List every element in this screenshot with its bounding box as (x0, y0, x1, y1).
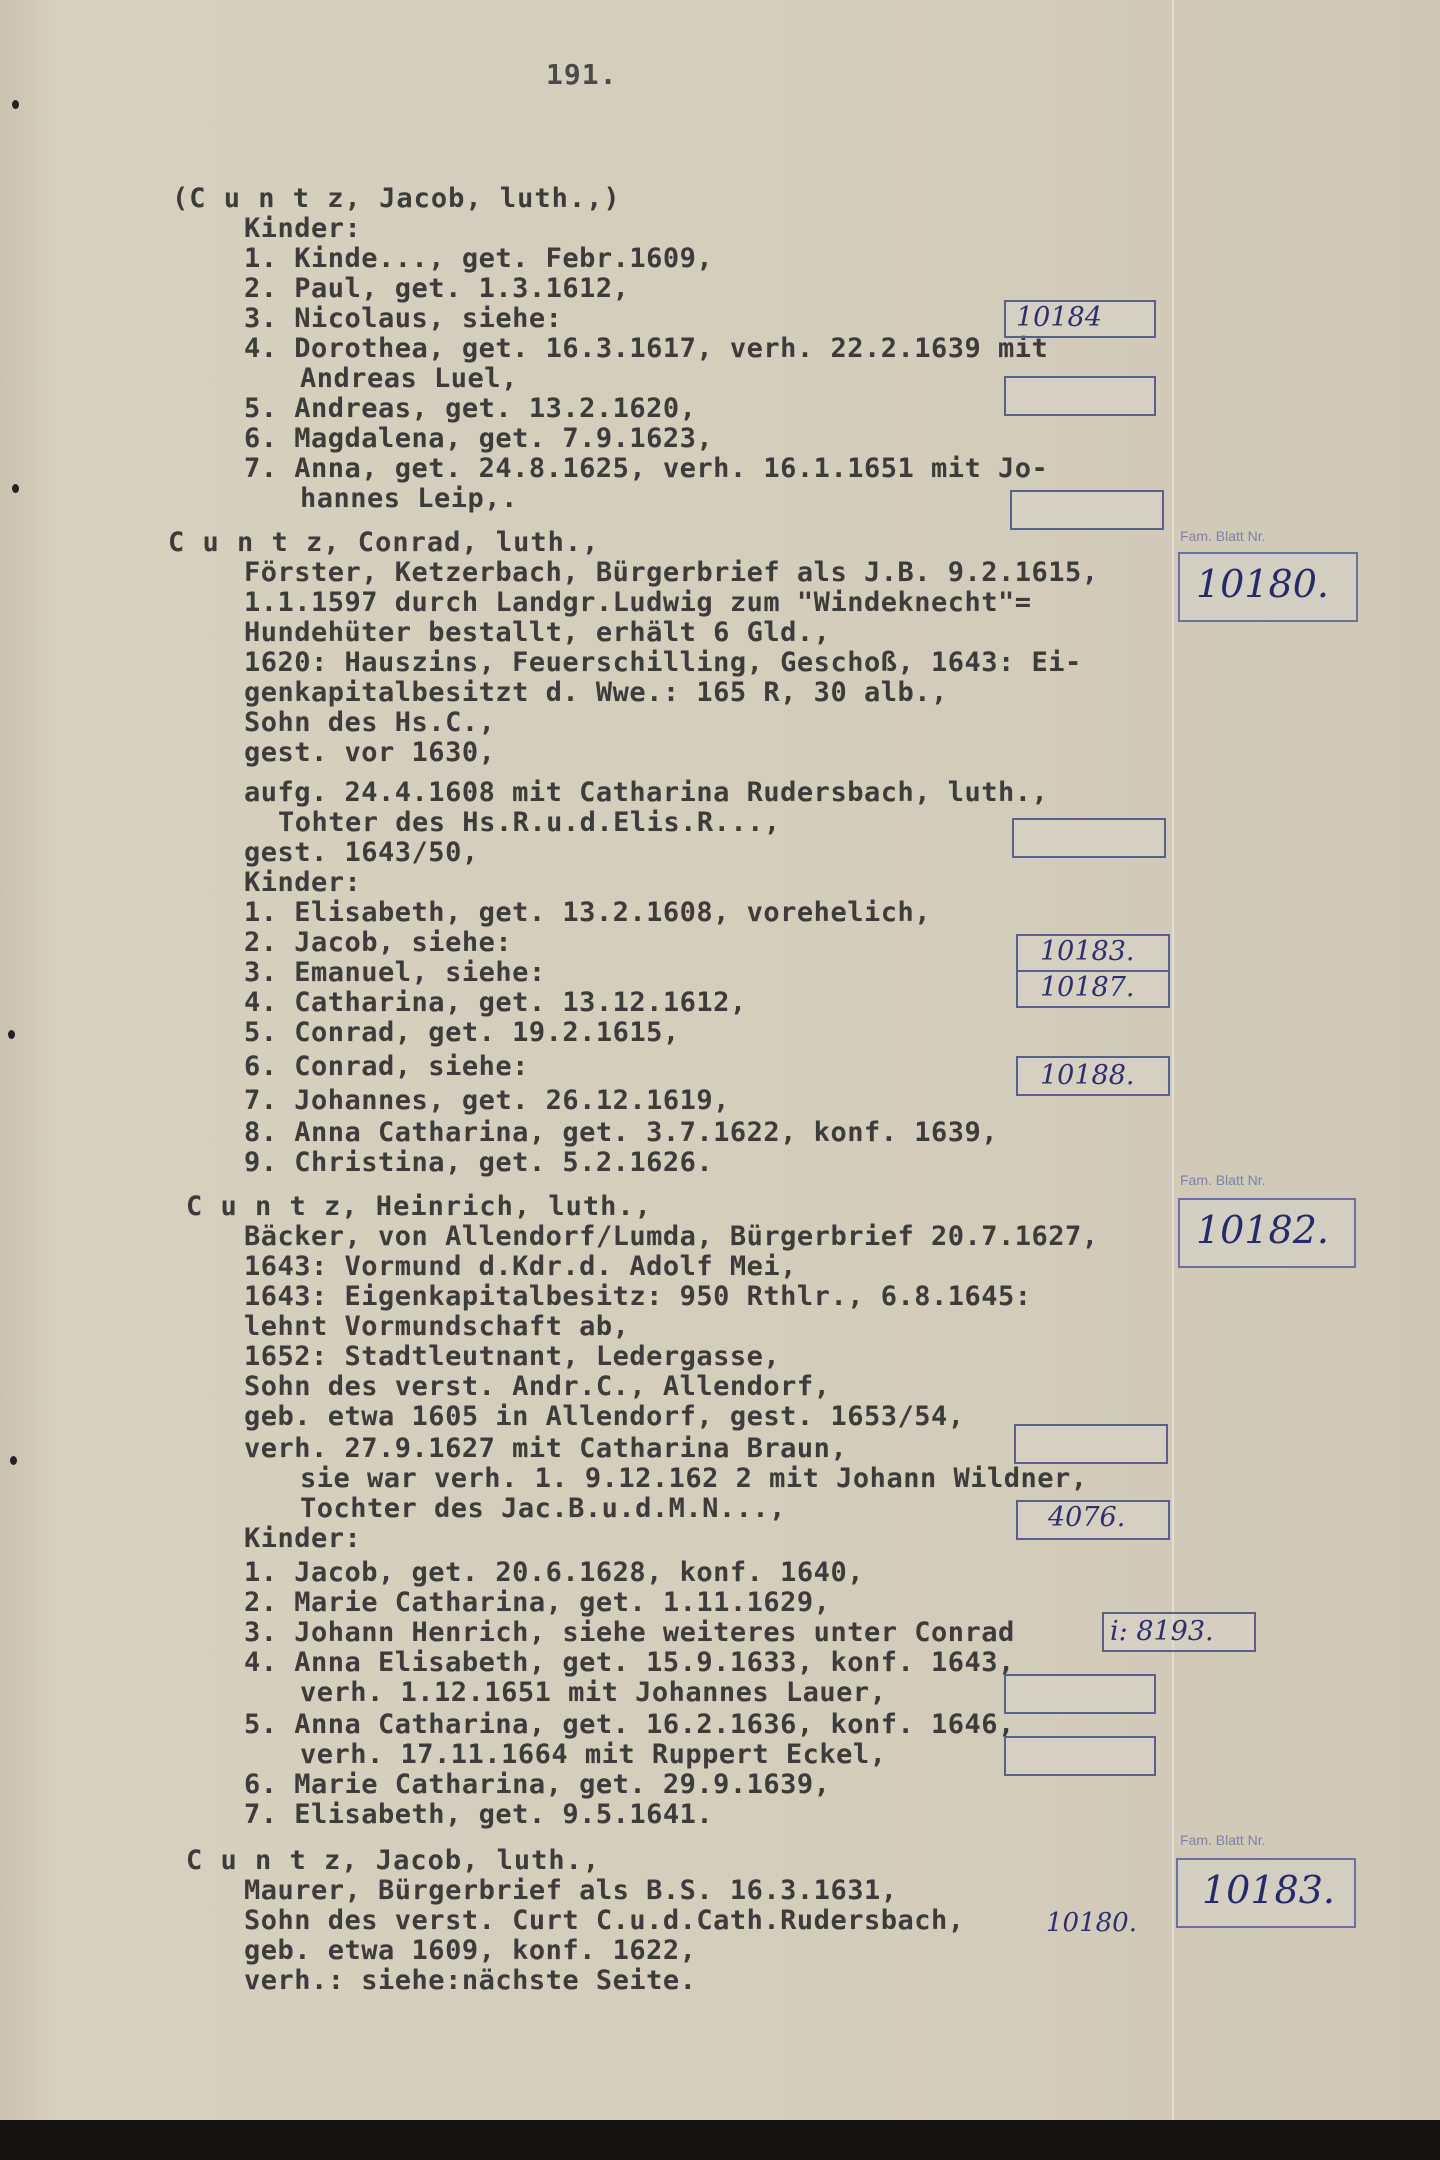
text-line: sie war verh. 1. 9.12.162 2 mit Johann Wildner, (300, 1463, 1088, 1494)
text-line: Maurer, Bürgerbrief als B.S. 16.3.1631, (244, 1875, 898, 1906)
text-line: 4. Anna Elisabeth, get. 15.9.1633, konf. 1643, (244, 1647, 1015, 1678)
text-line: 1643: Vormund d.Kdr.d. Adolf Mei, (244, 1251, 797, 1282)
text-line: Tochter des Jac.B.u.d.M.N..., (300, 1493, 786, 1524)
record-heading: C u n t z, Heinrich, luth., (186, 1191, 652, 1222)
reference-number: 10180. (1046, 1908, 1137, 1938)
text-line: 9. Christina, get. 5.2.1626. (244, 1147, 714, 1178)
reference-box (1102, 1612, 1256, 1652)
text-line: 5. Andreas, get. 13.2.1620, (244, 393, 697, 424)
fam-label: Fam. Blatt Nr. (1180, 528, 1266, 544)
text-line: Tohter des Hs.R.u.d.Elis.R..., (278, 807, 781, 838)
text-line: 2. Marie Catharina, get. 1.11.1629, (244, 1587, 831, 1618)
text-line: 3. Emanuel, siehe: (244, 957, 546, 988)
text-line: hannes Leip,. (300, 483, 518, 514)
scan-border (0, 2120, 1440, 2160)
text-line: 1620: Hauszins, Feuerschilling, Geschoß, 1643: Ei- (244, 647, 1082, 678)
record-heading: C u n t z, Conrad, luth., (168, 527, 600, 558)
text-line: 3. Nicolaus, siehe: (244, 303, 563, 334)
text-line: 7. Anna, get. 24.8.1625, verh. 16.1.1651 mit Jo- (244, 453, 1049, 484)
text-line: 2. Jacob, siehe: (244, 927, 513, 958)
punch-hole (8, 1030, 15, 1039)
fam-label: Fam. Blatt Nr. (1180, 1172, 1266, 1188)
punch-hole (12, 100, 19, 109)
text-line: 7. Elisabeth, get. 9.5.1641. (244, 1799, 714, 1830)
reference-box (1016, 1056, 1170, 1096)
text-line: 6. Marie Catharina, get. 29.9.1639, (244, 1769, 831, 1800)
reference-box-empty (1004, 1736, 1156, 1776)
reference-box-empty (1012, 818, 1166, 858)
family-sheet-number: 10183. (1202, 1868, 1335, 1912)
reference-box-empty (1004, 1674, 1156, 1714)
text-line: 6. Conrad, siehe: (244, 1051, 529, 1082)
text-line: verh. 27.9.1627 mit Catharina Braun, (244, 1433, 848, 1464)
text-line: 1. Jacob, get. 20.6.1628, konf. 1640, (244, 1557, 864, 1588)
text-line: genkapitalbesitzt d. Wwe.: 165 R, 30 alb., (244, 677, 948, 708)
reference-box-empty (1014, 1424, 1168, 1464)
text-line: geb. etwa 1605 in Allendorf, gest. 1653/54, (244, 1401, 965, 1432)
text-line: 1652: Stadtleutnant, Ledergasse, (244, 1341, 781, 1372)
page-number: 191. (546, 58, 618, 91)
reference-number: 10188. (1040, 1060, 1135, 1091)
family-sheet-box (1176, 1858, 1356, 1928)
text-line: gest. vor 1630, (244, 737, 496, 768)
text-line: Andreas Luel, (300, 363, 518, 394)
text-line: Kinder: (244, 213, 362, 244)
text-line: verh. 1.12.1651 mit Johannes Lauer, (300, 1677, 887, 1708)
fam-label: Fam. Blatt Nr. (1180, 1832, 1266, 1848)
text-line: 1. Elisabeth, get. 13.2.1608, vorehelich, (244, 897, 931, 928)
text-line: gest. 1643/50, (244, 837, 479, 868)
text-line: verh.: siehe:nächste Seite. (244, 1965, 697, 1996)
reference-box (1016, 934, 1170, 972)
text-line: Bäcker, von Allendorf/Lumda, Bürgerbrief 20.7.1627, (244, 1221, 1099, 1252)
record-heading: (C u n t z, Jacob, luth.,) (172, 183, 621, 214)
text-line: aufg. 24.4.1608 mit Catharina Rudersbach, luth., (244, 777, 1049, 808)
text-line: Kinder: (244, 1523, 362, 1554)
margin-rule (1172, 0, 1174, 2120)
text-line: 5. Anna Catharina, get. 16.2.1636, konf. 1646, (244, 1709, 1015, 1740)
text-line: 1. Kinde..., get. Febr.1609, (244, 243, 714, 274)
reference-number: 10184 (1016, 302, 1102, 333)
text-line: 1643: Eigenkapitalbesitz: 950 Rthlr., 6.8.1645: (244, 1281, 1032, 1312)
reference-number: 10183. (1040, 936, 1135, 967)
text-line: 5. Conrad, get. 19.2.1615, (244, 1017, 680, 1048)
reference-box-empty (1004, 376, 1156, 416)
text-line: Sohn des verst. Andr.C., Allendorf, (244, 1371, 831, 1402)
family-sheet-box (1178, 1198, 1356, 1268)
text-line: verh. 17.11.1664 mit Ruppert Eckel, (300, 1739, 887, 1770)
reference-box (1016, 970, 1170, 1008)
reference-box (1004, 300, 1156, 338)
reference-number: i: 8193. (1110, 1616, 1214, 1647)
text-line: 6. Magdalena, get. 7.9.1623, (244, 423, 714, 454)
family-sheet-box (1178, 552, 1358, 622)
text-line: 4. Dorothea, get. 16.3.1617, verh. 22.2.1639 mit (244, 333, 1049, 364)
text-line: geb. etwa 1609, konf. 1622, (244, 1935, 697, 1966)
text-line: 8. Anna Catharina, get. 3.7.1622, konf. 1639, (244, 1117, 998, 1148)
punch-hole (12, 484, 19, 493)
reference-number: 4076. (1048, 1502, 1126, 1533)
text-line: 3. Johann Henrich, siehe weiteres unter Conrad (244, 1617, 1015, 1648)
reference-number: 10187. (1040, 972, 1135, 1003)
text-line: Kinder: (244, 867, 362, 898)
text-line: 2. Paul, get. 1.3.1612, (244, 273, 630, 304)
text-line: 4. Catharina, get. 13.12.1612, (244, 987, 747, 1018)
text-line: Sohn des verst. Curt C.u.d.Cath.Rudersbach, (244, 1905, 965, 1936)
text-line: Hundehüter bestallt, erhält 6 Gld., (244, 617, 831, 648)
text-line: Sohn des Hs.C., (244, 707, 496, 738)
text-line: lehnt Vormundschaft ab, (244, 1311, 630, 1342)
text-line: 1.1.1597 durch Landgr.Ludwig zum "Windeknecht"= (244, 587, 1032, 618)
reference-box-empty (1010, 490, 1164, 530)
punch-hole (10, 1456, 17, 1465)
family-sheet-number: 10180. (1196, 562, 1329, 606)
text-line: 7. Johannes, get. 26.12.1619, (244, 1085, 730, 1116)
family-sheet-number: 10182. (1196, 1208, 1329, 1252)
text-line: Förster, Ketzerbach, Bürgerbrief als J.B. 9.2.1615, (244, 557, 1099, 588)
reference-box (1016, 1500, 1170, 1540)
record-heading: C u n t z, Jacob, luth., (186, 1845, 601, 1876)
